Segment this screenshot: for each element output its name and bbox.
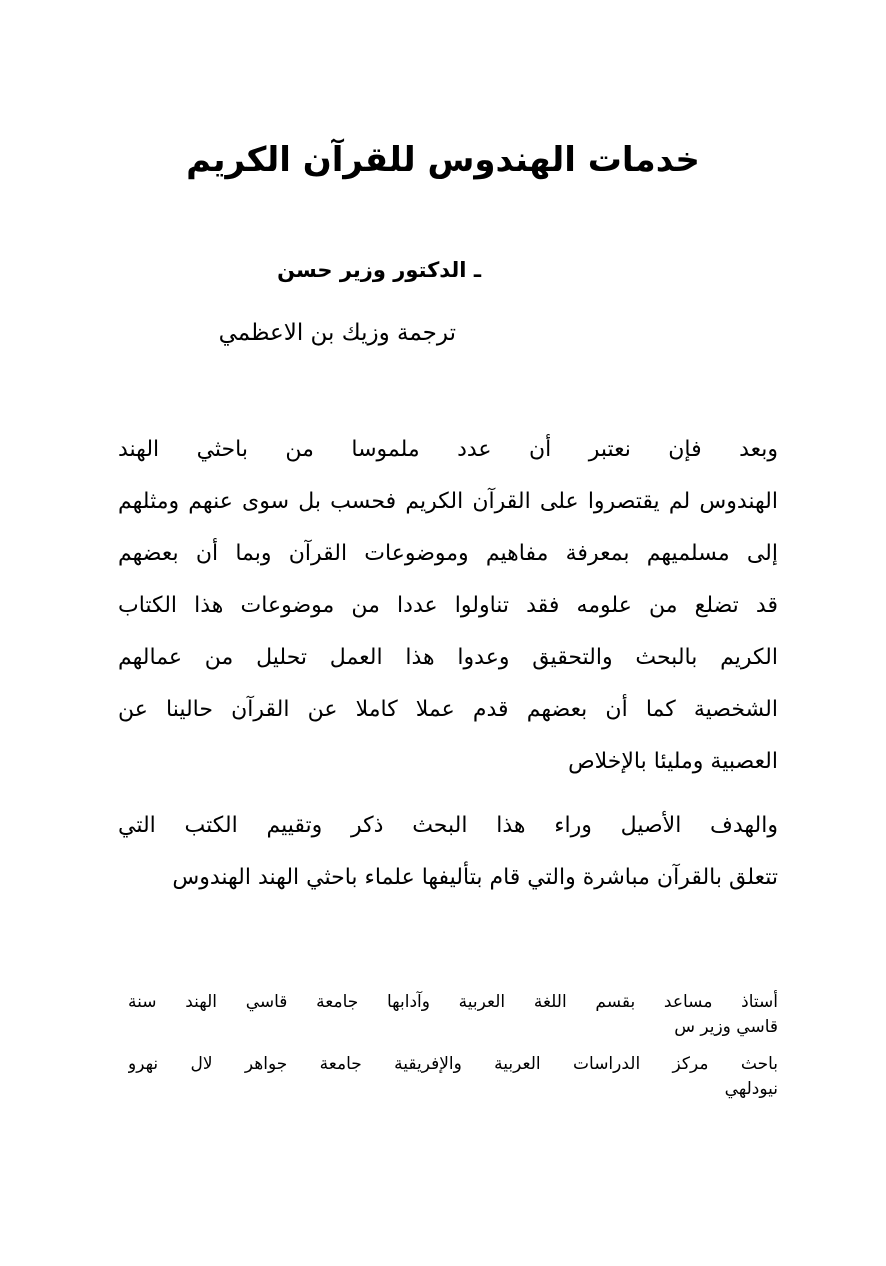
paragraph-line: تتعلق بالقرآن مباشرة والتي قام بتأليفها علماء باحثي الهند الهندوس xyxy=(172,865,778,890)
paragraph-line: قد تضلع من علومه فقد تناولوا عددا من موضوعات هذا الكتاب xyxy=(118,593,778,618)
paragraph-line: وبعد فإن نعتبر أن عدد ملموسا من باحثي الهند xyxy=(118,437,778,462)
paragraph-line: إلى مسلميهم بمعرفة مفاهيم وموضوعات القرآن وبما أن بعضهم xyxy=(118,541,778,566)
paragraph-line: الهندوس لم يقتصروا على القرآن الكريم فحسب بل سوى عنهم ومثلهم xyxy=(118,489,778,514)
translator-line: ترجمة وزيك بن الاعظمي xyxy=(218,320,456,346)
document-title: خدمات الهندوس للقرآن الكريم xyxy=(186,140,700,180)
paragraph-line: الكريم بالبحث والتحقيق وعدوا هذا العمل تحليل من عمالهم xyxy=(118,645,778,670)
footnote-2 xyxy=(128,1052,778,1102)
footnote-line: نيودلهي xyxy=(724,1079,778,1099)
paragraph-line: والهدف الأصيل وراء هذا البحث ذكر وتقييم الكتب التي xyxy=(118,813,778,838)
footnote-line: أستاذ مساعد بقسم اللغة العربية وآدابها جامعة قاسي الهند سنة xyxy=(128,992,778,1012)
footnote-line: قاسي وزير س xyxy=(674,1017,778,1037)
paragraph-line: العصبية ومليئا بالإخلاص xyxy=(568,749,778,774)
paragraph-line: الشخصية كما أن بعضهم قدم عملا كاملا عن القرآن حالينا عن xyxy=(118,697,778,722)
footnote-line: باحث مركز الدراسات العربية والإفريقية جامعة جواهر لال نهرو xyxy=(128,1054,778,1074)
footnote-1 xyxy=(128,990,778,1040)
footnotes xyxy=(128,990,778,1114)
body-paragraph-2 xyxy=(118,800,778,904)
body-paragraph-1 xyxy=(118,424,778,788)
author-line: ـ الدكتور وزير حسن xyxy=(277,258,481,282)
